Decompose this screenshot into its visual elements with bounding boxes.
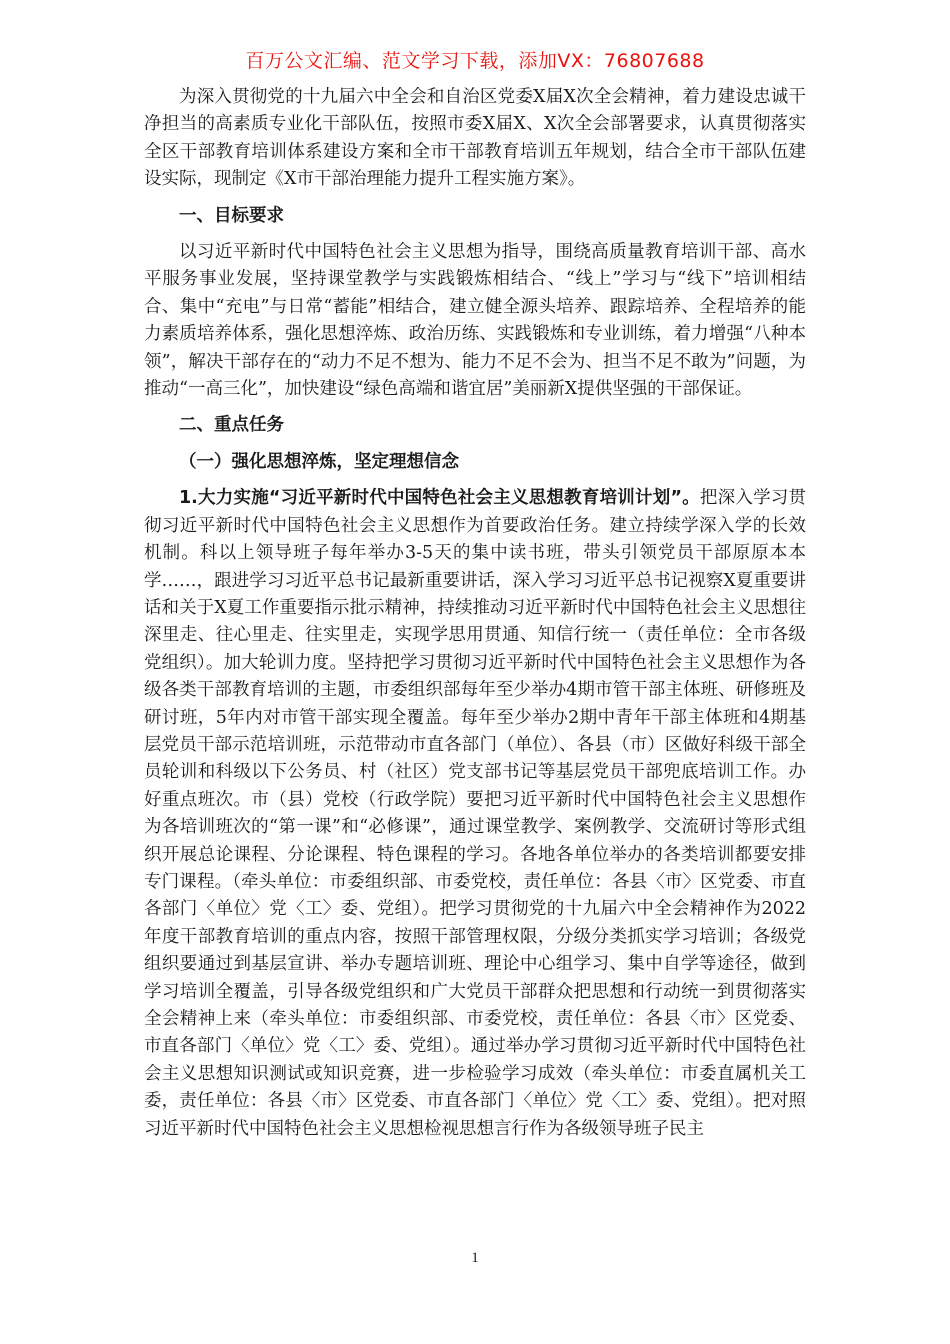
section-heading-tasks: 二、重点任务 xyxy=(179,415,284,436)
section-heading-goals: 一、目标要求 xyxy=(179,205,284,226)
page-number: 1 xyxy=(471,1250,479,1266)
item-1-lead: 1.大力实施“习近平新时代中国特色社会主义思想教育培训计划”。 xyxy=(179,488,700,509)
promo-banner: 百万公文汇编、范文学习下载，添加VX：76807688 xyxy=(245,50,705,72)
subsection-heading-thought: （一）强化思想淬炼，坚定理想信念 xyxy=(179,451,459,472)
item-1-paragraph xyxy=(144,485,806,1143)
goals-paragraph: 以习近平新时代中国特色社会主义思想为指导，围绕高质量教育培训干部、高水平服务事业发展，坚持课堂教学与实践锻炼相结合、“线上”学习与“线下”培训相结合、集中“充电”与日常“蓄能”相结合，建立健全源头培养、跟踪培养、全程培养的能力素质培养体系，强化思想淬炼、政治历练、实践锻炼和专业训练，着力增强“八种本领”，解决干部存在的“动力不足不想为、能力不足不会为、担当不足不敢为”问题，为推动“一高三化”，加快建设“绿色高端和谐宜居”美丽新X提供坚强的干部保证。 xyxy=(144,242,806,400)
intro-paragraph: 为深入贯彻党的十九届六中全会和自治区党委X届X次全会精神，着力建设忠诚干净担当的高素质专业化干部队伍，按照市委X届X、X次全会部署要求，认真贯彻落实全区干部教育培训体系建设方案和全市干部教育培训五年规划，结合全市干部队伍建设实际，现制定《X市干部治理能力提升工程实施方案》。 xyxy=(144,87,806,190)
item-1-body: 把深入学习贯彻习近平新时代中国特色社会主义思想作为首要政治任务。建立持续学深入学的长效机制。科以上领导班子每年举办3-5天的集中读书班，带头引领党员干部原原本本学……，跟进学习习近平总书记最新重要讲话，深入学习习近平总书记视察X夏重要讲话和关于X夏工作重要指示批示精神，持续推动习近平新时代中国特色社会主义思想往深里走、往心里走、往实里走，实现学思用贯通、知信行统一（责任单位：全市各级党组织）。加大轮训力度。坚持把学习贯彻习近平新时代中国特色社会主义思想作为各级各类干部教育培训的主题，市委组织部每年至少举办4期市管干部主体班、研修班及研讨班，5年内对市管干部实现全覆盖。每年至少举办2期中青年干部主体班和4期基层党员干部示范培训班，示范带动市直各部门（单位）、各县（市）区做好科级干部全员轮训和科级以下公务员、村（社区）党支部书记等基层党员干部兜底培训工作。办好重点班次。市（县）党校（行政学院）要把习近平新时代中国特色社会主义思想作为各培训班次的“第一课”和“必修课”，通过课堂教学、案例教学、交流研讨等形式组织开展总论课程、分论课程、特色课程的学习。各地各单位举办的各类培训都要安排专门课程。（牵头单位：市委组织部、市委党校，责任单位：各县〈市〉区党委、市直各部门〈单位〉党〈工〉委、党组）。把学习贯彻党的十九届六中全会精神作为2022年度干部教育培训的重点内容，按照干部管理权限，分级分类抓实学习培训；各级党组织要通过到基层宣讲、举办专题培训班、理论中心组学习、集中自学等途径，做到学习培训全覆盖，引导各级党组织和广大党员干部群众把思想和行动统一到贯彻落实全会精神上来（牵头单位：市委组织部、市委党校，责任单位：各县〈市〉区党委、市直各部门〈单位〉党〈工〉委、党组）。通过举办学习贯彻习近平新时代中国特色社会主义思想知识测试或知识竞赛，进一步检验学习成效（牵头单位：市委直属机关工委，责任单位：各县〈市〉区党委、市直各部门〈单位〉党〈工〉委、党组）。把对照习近平新时代中国特色社会主义思想检视思想言行作为各级领导班子民主 xyxy=(144,488,807,1139)
document-body xyxy=(144,84,806,1143)
